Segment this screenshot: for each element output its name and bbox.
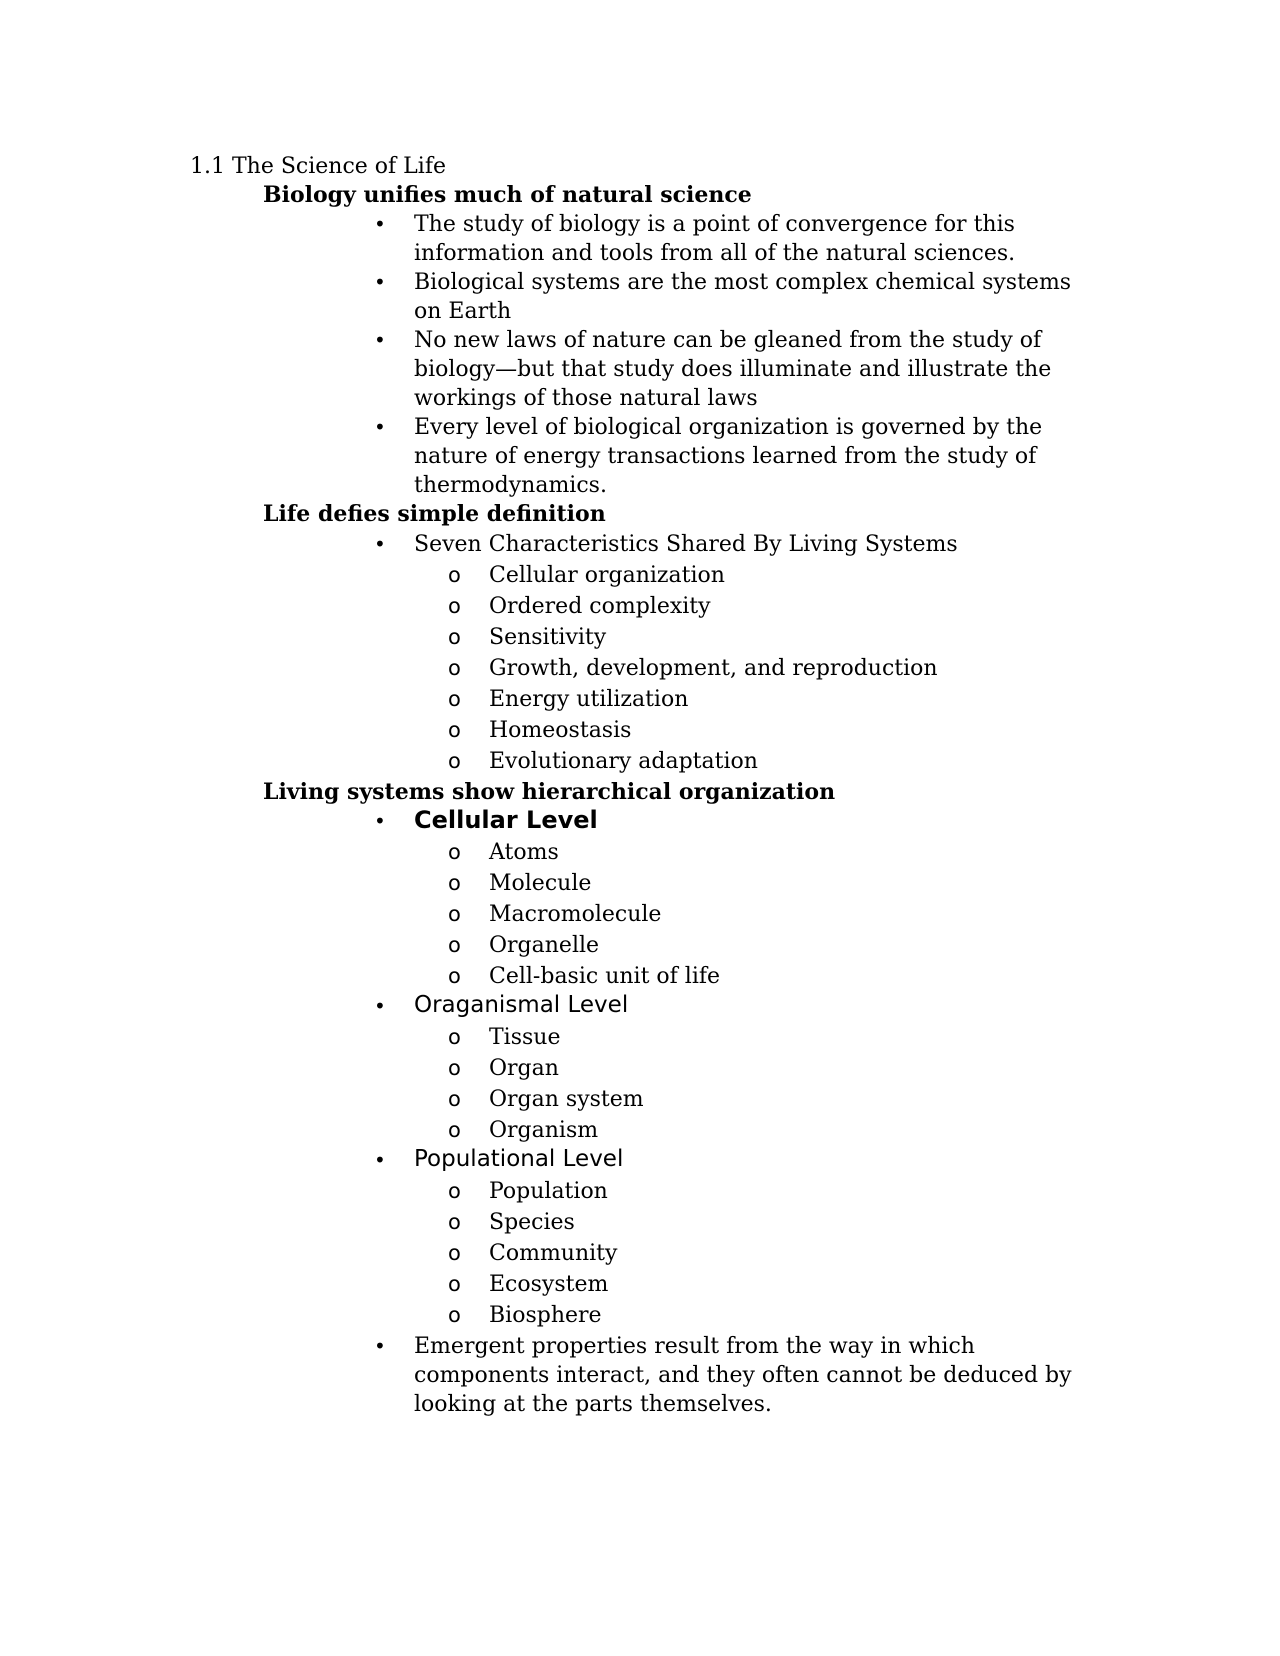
sub-bullet-marker: o [448, 687, 461, 711]
sub-bullet-marker: o [448, 1303, 461, 1327]
document-title: 1.1 The Science of Life [190, 154, 446, 179]
bullet-marker: • [374, 1334, 386, 1358]
sub-list-item: Macromolecule [489, 902, 662, 927]
section-heading-biology-unifies: Biology unifies much of natural science [263, 182, 752, 208]
bullet-marker: • [374, 270, 386, 294]
sub-list-item: Organelle [489, 933, 600, 958]
bullet-item: Biological systems are the most complex chemical systems on Earth [414, 270, 1072, 324]
bullet-item: The study of biology is a point of convergence for this information and tools from all of the natural sciences. [414, 212, 1016, 266]
sub-list-item: Evolutionary adaptation [489, 749, 758, 774]
sub-bullet-marker: o [448, 964, 461, 988]
sub-bullet-marker: o [448, 749, 461, 773]
sub-bullet-marker: o [448, 933, 461, 957]
sub-bullet-marker: o [448, 1025, 461, 1049]
bullet-marker: • [374, 328, 386, 352]
bullet-item: Seven Characteristics Shared By Living Systems [414, 532, 958, 557]
sub-bullet-marker: o [448, 1241, 461, 1265]
sub-list-item: Ecosystem [489, 1272, 609, 1297]
sub-bullet-marker: o [448, 1056, 461, 1080]
sub-bullet-marker: o [448, 840, 461, 864]
sub-bullet-marker: o [448, 1179, 461, 1203]
section-heading-life-defies: Life defies simple definition [263, 501, 606, 527]
section-heading-hierarchical-organization: Living systems show hierarchical organization [263, 779, 836, 805]
bullet-item: No new laws of nature can be gleaned from the study of biology—but that study does illuminate and illustrate the workings of those natural laws [414, 328, 1052, 411]
sub-list-item: Energy utilization [489, 687, 689, 712]
bullet-marker: • [374, 212, 386, 236]
bullet-item: Every level of biological organization is governed by the nature of energy transactions learned from the study of thermodynamics. [414, 415, 1043, 498]
sub-bullet-marker: o [448, 563, 461, 587]
bullet-marker: • [374, 994, 386, 1018]
sub-list-item: Atoms [489, 840, 559, 865]
sub-bullet-marker: o [448, 1210, 461, 1234]
sub-bullet-marker: o [448, 718, 461, 742]
sub-bullet-marker: o [448, 1118, 461, 1142]
sub-list-item: Sensitivity [489, 625, 607, 650]
sub-list-item: Population [489, 1179, 608, 1204]
bullet-marker: • [374, 532, 386, 556]
sub-list-item: Cell-basic unit of life [489, 964, 721, 989]
bullet-marker: • [374, 415, 386, 439]
level-heading-organismal: Oraganismal Level [414, 992, 629, 1018]
sub-list-item: Species [489, 1210, 575, 1235]
sub-bullet-marker: o [448, 656, 461, 680]
bullet-item-emergent-properties: Emergent properties result from the way in which components interact, and they often cannot be deduced by looking at the parts themselves. [414, 1334, 1072, 1417]
sub-bullet-marker: o [448, 594, 461, 618]
bullet-marker: • [374, 1148, 386, 1172]
sub-bullet-marker: o [448, 1087, 461, 1111]
sub-list-item: Community [489, 1241, 618, 1266]
sub-list-item: Organism [489, 1118, 599, 1143]
sub-list-item: Tissue [489, 1025, 561, 1050]
sub-list-item: Growth, development, and reproduction [489, 656, 938, 681]
sub-list-item: Biosphere [489, 1303, 602, 1328]
level-heading-populational: Populational Level [414, 1146, 624, 1172]
sub-list-item: Organ [489, 1056, 559, 1081]
level-heading-cellular: Cellular Level [414, 806, 598, 834]
sub-list-item: Organ system [489, 1087, 644, 1112]
sub-list-item: Molecule [489, 871, 592, 896]
sub-list-item: Cellular organization [489, 563, 725, 588]
sub-bullet-marker: o [448, 902, 461, 926]
sub-list-item: Homeostasis [489, 718, 632, 743]
sub-bullet-marker: o [448, 625, 461, 649]
sub-list-item: Ordered complexity [489, 594, 711, 619]
sub-bullet-marker: o [448, 1272, 461, 1296]
bullet-marker: • [374, 809, 386, 833]
sub-bullet-marker: o [448, 871, 461, 895]
